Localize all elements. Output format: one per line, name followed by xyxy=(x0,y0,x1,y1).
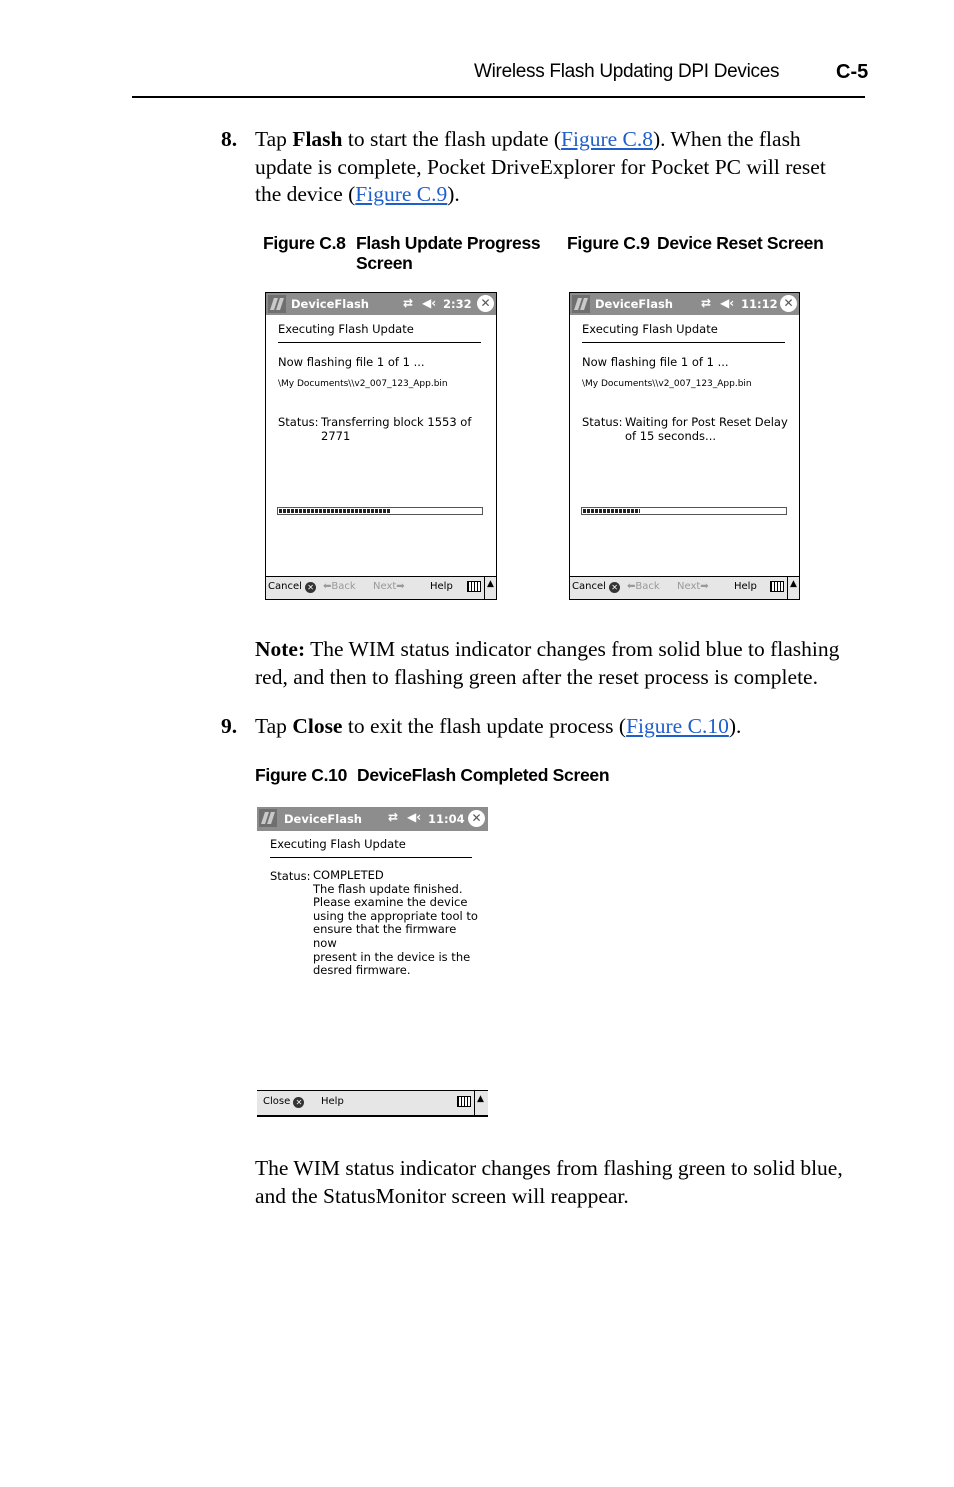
screen-heading: Executing Flash Update xyxy=(278,322,414,336)
keyboard-icon[interactable] xyxy=(770,581,784,592)
help-button[interactable]: Help xyxy=(430,581,453,592)
figure-c8-title-line-1: Flash Update Progress xyxy=(356,233,541,253)
connectivity-icon[interactable]: ⇄ xyxy=(701,296,712,310)
back-button[interactable] xyxy=(323,581,356,592)
cancel-button[interactable] xyxy=(572,581,620,593)
file-path-text: \My Documents\\v2_007_123_App.bin xyxy=(582,379,752,389)
keyboard-icon[interactable] xyxy=(457,1096,471,1107)
back-button[interactable] xyxy=(627,581,660,592)
sip-up-arrow-icon[interactable]: ▲ xyxy=(477,1094,484,1104)
sip-divider xyxy=(787,577,788,599)
clock[interactable]: 11:12 xyxy=(741,297,778,311)
progress-bar xyxy=(277,507,483,515)
sip-up-arrow-icon[interactable]: ▲ xyxy=(790,579,797,589)
status-line: present in the device is the xyxy=(313,949,471,964)
connectivity-icon[interactable]: ⇄ xyxy=(403,296,414,310)
clock[interactable]: 2:32 xyxy=(443,297,472,311)
back-arrow-icon: ⬅ xyxy=(323,581,332,592)
status-line: desred firmware. xyxy=(313,963,411,978)
device-reset-screen xyxy=(569,292,800,600)
cancel-button[interactable] xyxy=(268,581,316,593)
status-line: ensure that the firmware now xyxy=(313,922,457,950)
start-menu-logo-icon[interactable] xyxy=(572,295,590,313)
next-button[interactable] xyxy=(677,581,709,592)
next-button[interactable] xyxy=(373,581,405,592)
screen-heading: Executing Flash Update xyxy=(270,837,406,851)
page-number: C-5 xyxy=(836,61,869,83)
figure-c8-label: Figure C.8 xyxy=(263,233,346,253)
step-8-text-e: ). xyxy=(447,182,460,206)
figure-c10-link[interactable]: Figure C.10 xyxy=(626,714,729,738)
figure-c9-label: Figure C.9 xyxy=(567,233,650,253)
close-keyword: Close xyxy=(292,714,343,738)
step-8-number: 8. xyxy=(221,127,238,151)
step-9-text-b: to exit the flash update process ( xyxy=(342,714,627,738)
note-label: Note: xyxy=(255,637,306,661)
close-button-icon: ✕ xyxy=(293,1097,304,1108)
menu-bar xyxy=(266,576,496,599)
title-bar xyxy=(570,293,799,315)
back-arrow-icon: ⬅ xyxy=(627,581,636,592)
status-label: Status: xyxy=(270,869,311,883)
cancel-icon: ✕ xyxy=(305,582,316,593)
file-count-text: Now flashing file 1 of 1 ... xyxy=(582,355,729,369)
speaker-icon[interactable]: ◀‹ xyxy=(422,296,437,310)
progress-bar xyxy=(581,507,787,515)
figure-c9-link[interactable]: Figure C.9 xyxy=(355,182,448,206)
heading-rule xyxy=(270,857,472,858)
step-8-text-a: Tap xyxy=(255,127,293,151)
close-button[interactable] xyxy=(263,1096,304,1108)
next-arrow-icon: ➡ xyxy=(700,581,709,592)
close-icon[interactable]: ✕ xyxy=(468,810,485,827)
status-text-line-1: Waiting for Post Reset Delay xyxy=(625,415,788,429)
start-menu-logo-icon[interactable] xyxy=(268,295,286,313)
status-text-line-2: of 15 seconds... xyxy=(625,429,717,443)
status-line: using the appropriate tool to xyxy=(313,908,478,923)
help-button[interactable]: Help xyxy=(734,581,757,592)
step-9-number: 9. xyxy=(221,714,238,738)
status-label: Status: xyxy=(278,415,319,429)
cancel-icon: ✕ xyxy=(609,582,620,593)
app-title: DeviceFlash xyxy=(291,297,369,311)
note-paragraph xyxy=(255,636,875,691)
progress-fill xyxy=(279,509,391,513)
step-8-line-2: update is complete, Pocket DriveExplorer for Pocket PC will reset xyxy=(255,154,826,179)
step-9-text-c: ). xyxy=(728,714,742,738)
figure-c8-title xyxy=(356,233,540,273)
connectivity-icon[interactable]: ⇄ xyxy=(388,810,399,824)
next-label: Next xyxy=(373,581,397,592)
status-line: The flash update finished. xyxy=(313,881,463,896)
note-text-line-1: The WIM status indicator changes from solid blue to flashing xyxy=(305,637,840,661)
close-icon[interactable]: ✕ xyxy=(780,295,797,312)
menu-bar xyxy=(257,1090,488,1117)
step-8-text-b: to start the flash update ( xyxy=(342,127,562,151)
note-text-line-2: red, and then to flashing green after the reset process is complete. xyxy=(255,664,818,689)
status-label: Status: xyxy=(582,415,623,429)
file-count-text: Now flashing file 1 of 1 ... xyxy=(278,355,425,369)
back-label: Back xyxy=(331,581,356,592)
help-button[interactable]: Help xyxy=(321,1096,344,1107)
keyboard-icon[interactable] xyxy=(467,581,481,592)
closing-line-1: The WIM status indicator changes from flashing green to solid blue, xyxy=(255,1156,843,1180)
closing-paragraph xyxy=(255,1155,875,1210)
figure-c8-link[interactable]: Figure C.8 xyxy=(561,127,654,151)
close-label: Close xyxy=(263,1096,291,1107)
cancel-label: Cancel xyxy=(268,581,302,592)
progress-fill xyxy=(583,509,640,513)
sip-divider xyxy=(474,1091,475,1115)
step-8-text-d: the device ( xyxy=(255,182,356,206)
closing-line-2: and the StatusMonitor screen will reappear. xyxy=(255,1183,629,1208)
figure-c9-title: Device Reset Screen xyxy=(657,233,824,253)
cancel-label: Cancel xyxy=(572,581,606,592)
heading-rule xyxy=(582,342,785,343)
screen-heading: Executing Flash Update xyxy=(582,322,718,336)
next-label: Next xyxy=(677,581,701,592)
step-8-text-c: ). When the flash xyxy=(653,127,801,151)
status-message xyxy=(313,868,483,978)
speaker-icon[interactable]: ◀‹ xyxy=(407,810,422,824)
figure-c10-label: Figure C.10 xyxy=(255,765,348,785)
running-header-title: Wireless Flash Updating DPI Devices xyxy=(474,61,780,82)
app-title: DeviceFlash xyxy=(595,297,673,311)
clock[interactable]: 11:04 xyxy=(428,812,465,826)
header-rule xyxy=(132,96,865,98)
completed-screen xyxy=(257,807,488,1116)
step-9-text xyxy=(255,713,741,741)
sip-divider xyxy=(484,577,485,599)
status-text-line-2: 2771 xyxy=(321,429,351,443)
next-arrow-icon: ➡ xyxy=(396,581,405,592)
app-title: DeviceFlash xyxy=(284,812,362,826)
speaker-icon[interactable]: ◀‹ xyxy=(720,296,735,310)
title-bar xyxy=(257,807,488,831)
status-line: COMPLETED xyxy=(313,868,384,882)
flash-keyword: Flash xyxy=(292,127,343,151)
step-9-text-a: Tap xyxy=(255,714,293,738)
step-8-text xyxy=(255,126,875,209)
close-icon[interactable]: ✕ xyxy=(477,295,494,312)
status-line: Please examine the device xyxy=(313,895,468,910)
status-text-line-1: Transferring block 1553 of xyxy=(321,415,472,429)
menu-bar xyxy=(570,576,799,599)
title-bar xyxy=(266,293,496,315)
start-menu-logo-icon[interactable] xyxy=(259,809,277,827)
file-path-text: \My Documents\\v2_007_123_App.bin xyxy=(278,379,448,389)
figure-c10-title: DeviceFlash Completed Screen xyxy=(357,765,610,785)
flash-progress-screen xyxy=(265,292,497,600)
heading-rule xyxy=(278,342,481,343)
sip-up-arrow-icon[interactable]: ▲ xyxy=(487,579,494,589)
figure-c8-title-line-2: Screen xyxy=(356,253,413,273)
back-label: Back xyxy=(635,581,660,592)
